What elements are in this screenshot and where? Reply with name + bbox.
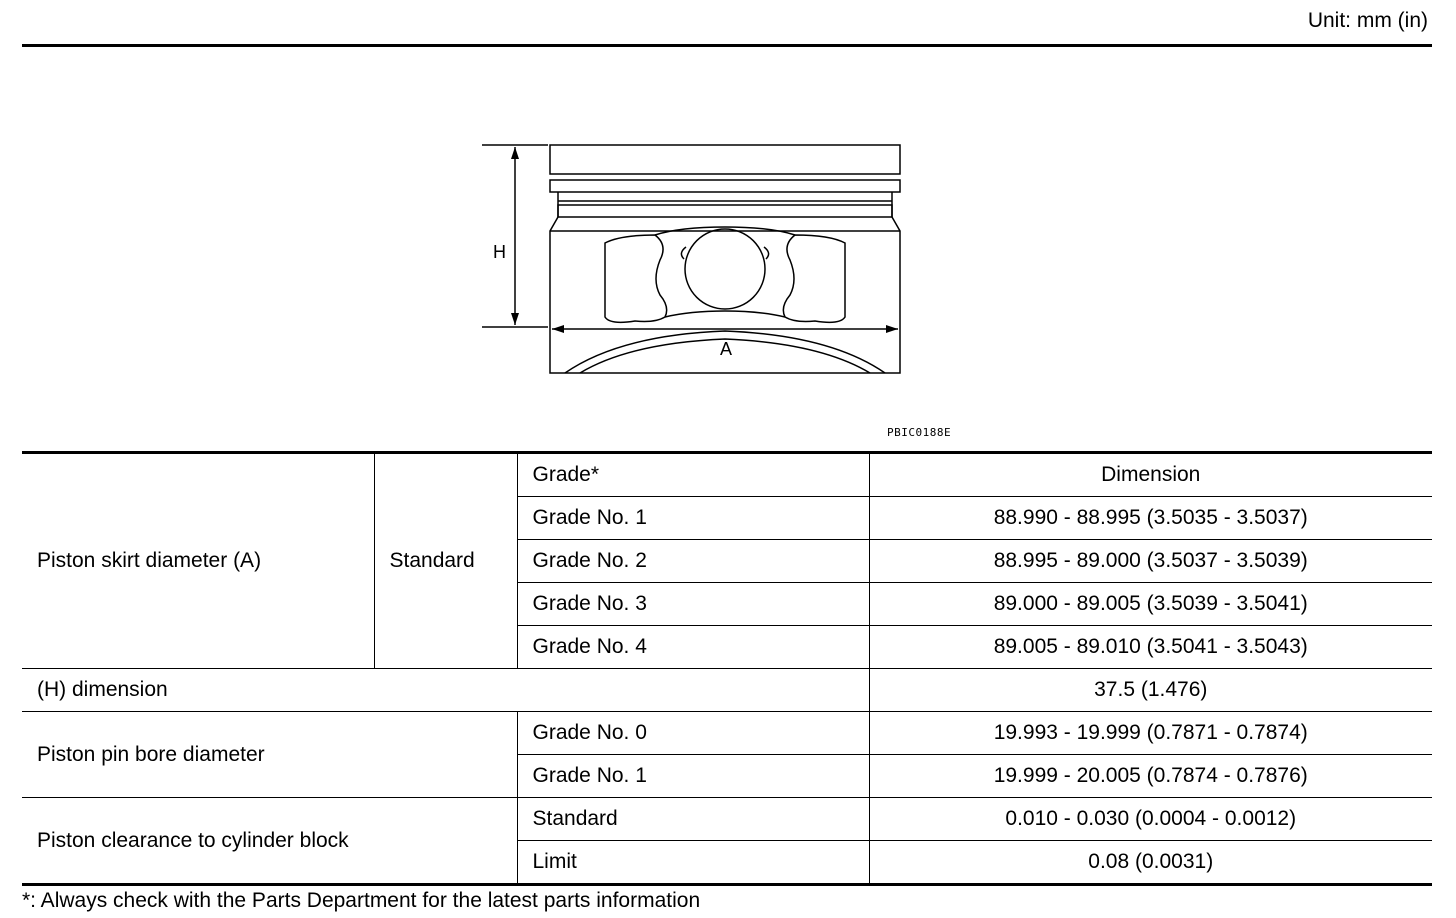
dimension-cell: 0.08 (0.0031) xyxy=(869,841,1432,885)
dimension-cell: 89.000 - 89.005 (3.5039 - 3.5041) xyxy=(869,583,1432,626)
piston-ring-2 xyxy=(558,205,892,217)
grade-cell: Grade No. 2 xyxy=(517,540,869,583)
piston-spec-table xyxy=(22,451,1432,886)
h-dimension-value: 37.5 (1.476) xyxy=(869,669,1432,712)
clearance-label: Piston clearance to cylinder block xyxy=(22,798,517,885)
table-row xyxy=(22,712,1432,755)
unit-label: Unit: mm (in) xyxy=(1307,9,1428,32)
skirt-diameter-label: Piston skirt diameter (A) xyxy=(22,453,374,669)
piston-crown xyxy=(550,145,900,174)
table-row xyxy=(22,669,1432,712)
grade-cell: Limit xyxy=(517,841,869,885)
grade-cell: Grade No. 0 xyxy=(517,712,869,755)
grade-cell: Grade No. 1 xyxy=(517,497,869,540)
skirt-standard-label: Standard xyxy=(374,453,517,669)
grade-cell: Grade No. 1 xyxy=(517,755,869,798)
piston-ring-1 xyxy=(550,180,900,192)
dimension-cell: 88.995 - 89.000 (3.5037 - 3.5039) xyxy=(869,540,1432,583)
top-divider xyxy=(22,44,1432,47)
grade-cell: Grade No. 3 xyxy=(517,583,869,626)
label-h: H xyxy=(493,242,506,262)
label-a: A xyxy=(720,339,733,359)
grade-header: Grade* xyxy=(517,453,869,497)
dimension-cell: 19.993 - 19.999 (0.7871 - 0.7874) xyxy=(869,712,1432,755)
table-row xyxy=(22,798,1432,841)
grade-cell: Standard xyxy=(517,798,869,841)
piston-diagram xyxy=(470,135,920,385)
dimension-header: Dimension xyxy=(869,453,1432,497)
grade-cell: Grade No. 4 xyxy=(517,626,869,669)
table-row xyxy=(22,453,1432,497)
dimension-cell: 88.990 - 88.995 (3.5035 - 3.5037) xyxy=(869,497,1432,540)
piston-pin-bore xyxy=(685,229,765,309)
pin-bore-label: Piston pin bore diameter xyxy=(22,712,517,798)
footnote: *: Always check with the Parts Department for the latest parts information xyxy=(22,889,701,912)
dimension-cell: 19.999 - 20.005 (0.7874 - 0.7876) xyxy=(869,755,1432,798)
dimension-cell: 0.010 - 0.030 (0.0004 - 0.0012) xyxy=(869,798,1432,841)
piston-illustration xyxy=(470,135,920,385)
dimension-cell: 89.005 - 89.010 (3.5041 - 3.5043) xyxy=(869,626,1432,669)
figure-code: PBIC0188E xyxy=(887,426,952,439)
h-dimension-label: (H) dimension xyxy=(22,669,869,712)
